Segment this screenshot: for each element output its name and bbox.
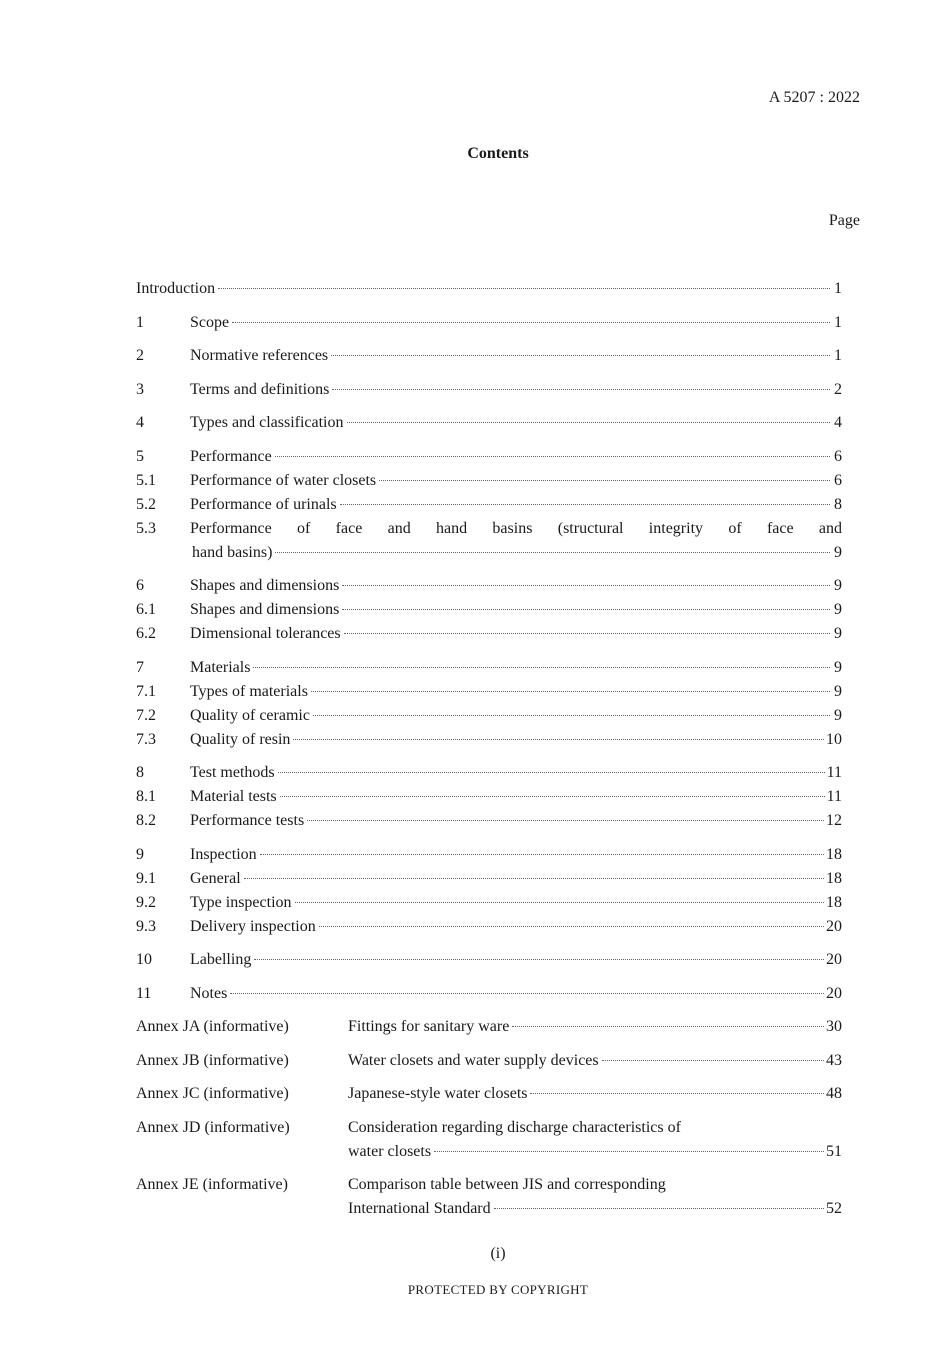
toc-entry-annex-jb[interactable] [136, 1049, 842, 1073]
dot-leader [278, 772, 825, 773]
dot-leader [218, 288, 830, 289]
toc-entry-number: 6.1 [136, 601, 156, 618]
toc-entry-title: Quality of ceramic [190, 706, 310, 724]
toc-entry-title: Materials [190, 658, 251, 676]
toc-entry-number: 8.1 [136, 788, 156, 805]
toc-entry-title: Introduction [136, 280, 216, 297]
toc-entry-number: 7.2 [136, 706, 156, 724]
toc-entry-title: Delivery inspection [190, 917, 316, 935]
toc-entry-number: 9 [136, 845, 144, 863]
toc-entry-number: 7 [136, 658, 144, 676]
toc-entry-page: 9 [834, 682, 842, 700]
dot-leader [332, 389, 830, 390]
toc-entry-performance-tests[interactable] [136, 809, 842, 833]
dot-leader [379, 480, 830, 481]
toc-entry-number: 7.3 [136, 730, 156, 748]
dot-leader [232, 322, 830, 323]
toc-entry-number: 5.2 [136, 495, 156, 513]
toc-entry-page: 9 [834, 577, 842, 594]
toc-entry-page: 18 [826, 869, 842, 887]
toc-entry-general[interactable] [136, 867, 842, 891]
dot-leader [342, 585, 830, 586]
toc-entry-title: Dimensional tolerances [190, 625, 341, 642]
dot-leader [275, 456, 830, 457]
annex-label: Annex JB (informative) [136, 1051, 289, 1069]
toc-entry-number: 8 [136, 764, 144, 781]
toc-entry-page: 52 [826, 1200, 842, 1217]
toc-entry-page: 6 [834, 471, 842, 489]
dot-leader [340, 504, 830, 505]
toc-entry-page: 10 [826, 730, 842, 748]
toc-entry-number: 7.1 [136, 682, 156, 700]
toc-entry-shapes-and-dimensions[interactable] [136, 574, 842, 598]
dot-leader [530, 1093, 824, 1094]
toc-entry-title-line2: hand basins) [192, 543, 273, 561]
dot-leader [313, 715, 830, 716]
toc-entry-page: 4 [834, 414, 842, 431]
toc-entry-title: Quality of resin [190, 730, 291, 748]
toc-entry-number: 5 [136, 447, 144, 465]
toc-entry-page: 11 [826, 788, 842, 805]
dot-leader [254, 959, 824, 960]
dot-leader [434, 1151, 824, 1152]
annex-label: Annex JE (informative) [136, 1176, 288, 1193]
toc-entry-page: 8 [834, 495, 842, 513]
toc-entry-title: Test methods [190, 764, 275, 781]
toc-entry-title: Performance tests [190, 812, 305, 829]
toc-entry-title: Scope [190, 313, 230, 331]
toc-entry-title-line2: International Standard [348, 1200, 491, 1217]
toc-entry-dimensional-tolerances[interactable] [136, 622, 842, 646]
toc-entry-page: 18 [826, 893, 842, 911]
toc-entry-annex-ja[interactable] [136, 1015, 842, 1039]
toc-entry-page: 9 [834, 658, 842, 676]
toc-entry-number: 4 [136, 414, 144, 431]
toc-entry-page: 6 [834, 447, 842, 465]
toc-entry-labelling[interactable] [136, 948, 842, 972]
toc-entry-material-tests[interactable] [136, 785, 842, 809]
annex-label: Annex JD (informative) [136, 1118, 290, 1136]
page-title: Contents [467, 145, 529, 162]
toc-entry-number: 2 [136, 347, 144, 364]
toc-entry-number: 9.2 [136, 893, 156, 911]
toc-entry-page: 20 [826, 951, 842, 968]
toc-entry-title: Performance of urinals [190, 495, 337, 513]
annex-label: Annex JC (informative) [136, 1085, 289, 1102]
toc-entry-title-line1: Comparison table between JIS and corresponding [348, 1176, 666, 1193]
toc-entry-number: 8.2 [136, 812, 156, 829]
dot-leader [280, 796, 825, 797]
toc-entry-types-of-materials[interactable] [136, 680, 842, 704]
toc-entry-title-line1: Consideration regarding discharge characteristics of [348, 1118, 681, 1136]
toc-entry-title: Type inspection [190, 893, 292, 911]
toc-entry-title: Shapes and dimensions [190, 601, 340, 618]
toc-entry-title: Performance [190, 447, 272, 465]
toc-entry-title-line1: Performance of face and hand basins (structural integrity of face and [190, 519, 842, 537]
dot-leader [319, 926, 824, 927]
toc-entry-page: 9 [834, 543, 842, 561]
dot-leader [512, 1026, 824, 1027]
toc-entry-page: 1 [834, 313, 842, 331]
toc-entry-page: 9 [834, 625, 842, 642]
toc-entry-performance-urinals[interactable] [136, 493, 842, 517]
dot-leader [253, 667, 830, 668]
page-column-heading: Page [828, 212, 860, 229]
toc-entry-type-inspection[interactable] [136, 891, 842, 915]
toc-entry-performance-basins[interactable] [136, 517, 842, 565]
dot-leader [244, 878, 824, 879]
toc-entry-number: 5.3 [136, 519, 156, 537]
toc-entry-number: 5.1 [136, 471, 156, 489]
toc-entry-title: General [190, 869, 241, 887]
dot-leader [275, 552, 830, 553]
toc-entry-performance-water-closets[interactable] [136, 469, 842, 493]
dot-leader [311, 691, 830, 692]
toc-entry-number: 3 [136, 380, 144, 398]
toc-entry-annex-jd[interactable] [136, 1116, 842, 1164]
toc-entry-number: 11 [136, 984, 152, 1002]
toc-entry-page: 48 [826, 1085, 842, 1102]
toc-entry-inspection[interactable] [136, 843, 842, 867]
table-of-contents [136, 277, 842, 1231]
toc-entry-title: Labelling [190, 951, 252, 968]
toc-entry-page: 43 [826, 1051, 842, 1069]
toc-entry-quality-of-resin[interactable] [136, 728, 842, 752]
toc-entry-shapes-and-dimensions-sub[interactable] [136, 598, 842, 622]
toc-entry-scope[interactable] [136, 311, 842, 335]
toc-entry-title-line2: water closets [348, 1142, 432, 1160]
toc-entry-page: 11 [826, 764, 842, 781]
toc-entry-page: 18 [826, 845, 842, 863]
toc-entry-page: 9 [834, 706, 842, 724]
toc-entry-title: Normative references [190, 347, 329, 364]
toc-entry-page: 12 [826, 812, 842, 829]
toc-entry-title: Fittings for sanitary ware [348, 1018, 510, 1035]
dot-leader [494, 1208, 824, 1209]
toc-entry-page: 1 [834, 280, 842, 297]
toc-entry-title: Performance of water closets [190, 471, 377, 489]
toc-entry-page: 20 [826, 917, 842, 935]
toc-entry-introduction[interactable] [136, 277, 842, 301]
toc-entry-title: Material tests [190, 788, 277, 805]
toc-entry-title: Notes [190, 984, 228, 1002]
toc-entry-number: 6 [136, 577, 144, 594]
dot-leader [230, 993, 824, 994]
dot-leader [342, 609, 830, 610]
toc-entry-page: 2 [834, 380, 842, 398]
dot-leader [307, 820, 824, 821]
annex-label: Annex JA (informative) [136, 1018, 289, 1035]
toc-entry-title: Water closets and water supply devices [348, 1051, 599, 1069]
toc-entry-terms-and-definitions[interactable] [136, 378, 842, 402]
toc-entry-title: Types of materials [190, 682, 308, 700]
copyright-notice: PROTECTED BY COPYRIGHT [407, 1282, 589, 1297]
toc-entry-page: 51 [826, 1142, 842, 1160]
dot-leader [347, 422, 831, 423]
toc-entry-notes[interactable] [136, 982, 842, 1006]
toc-entry-number: 9.1 [136, 869, 156, 887]
toc-entry-annex-je[interactable] [136, 1173, 842, 1221]
toc-entry-materials[interactable] [136, 656, 842, 680]
dot-leader [331, 355, 830, 356]
dot-leader [260, 854, 824, 855]
toc-entry-annex-jc[interactable] [136, 1082, 842, 1106]
toc-entry-performance[interactable] [136, 445, 842, 469]
toc-entry-title: Terms and definitions [190, 380, 330, 398]
toc-entry-quality-of-ceramic[interactable] [136, 704, 842, 728]
toc-entry-number: 6.2 [136, 625, 156, 642]
toc-entry-page: 30 [826, 1018, 842, 1035]
toc-entry-number: 10 [136, 951, 152, 968]
page-number: (i) [490, 1245, 506, 1262]
dot-leader [602, 1060, 824, 1061]
toc-entry-title: Shapes and dimensions [190, 577, 340, 594]
toc-entry-title: Types and classification [190, 414, 344, 431]
toc-entry-test-methods[interactable] [136, 761, 842, 785]
dot-leader [293, 739, 824, 740]
toc-entry-title: Inspection [190, 845, 257, 863]
toc-entry-title: Japanese-style water closets [348, 1085, 528, 1102]
toc-entry-page: 9 [834, 601, 842, 618]
dot-leader [295, 902, 824, 903]
toc-entry-types-and-classification[interactable] [136, 411, 842, 435]
toc-entry-number: 1 [136, 313, 144, 331]
toc-entry-number: 9.3 [136, 917, 156, 935]
toc-entry-page: 20 [826, 984, 842, 1002]
toc-entry-page: 1 [834, 347, 842, 364]
dot-leader [344, 633, 830, 634]
document-id: A 5207 : 2022 [768, 89, 860, 106]
toc-entry-normative-references[interactable] [136, 344, 842, 368]
toc-entry-delivery-inspection[interactable] [136, 915, 842, 939]
